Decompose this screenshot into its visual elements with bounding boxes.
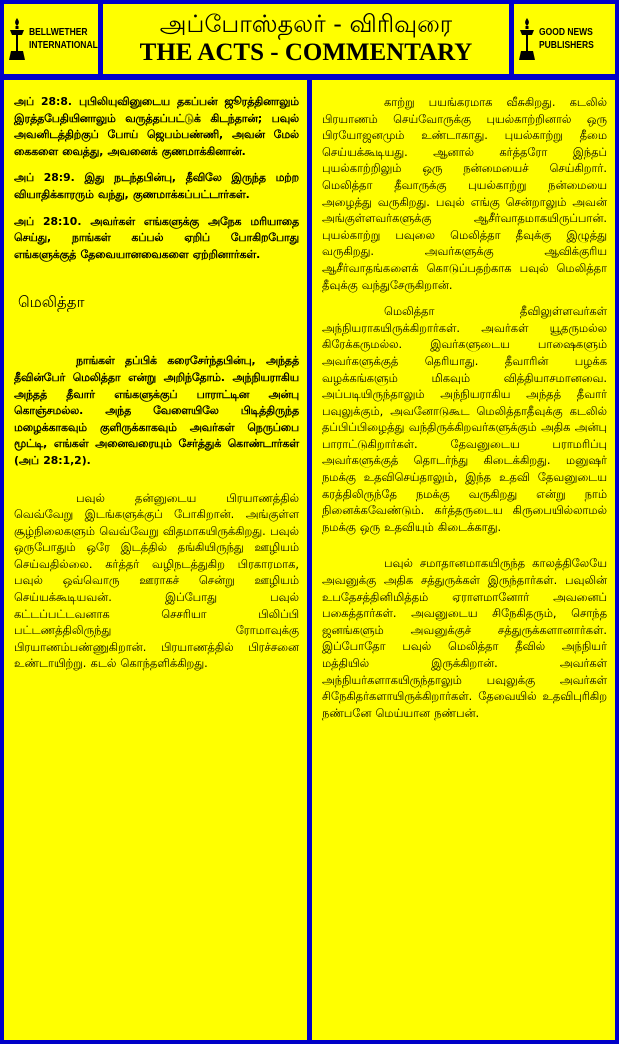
commentary-paragraph: காற்று பயங்கரமாக வீசுகிறது. கடலில் பிரயாணம் செய்வோருக்கு புயல்காற்றினால் ஒரு பிரயோஜனமும் உண்டாகாது. புயல்காற்று தீமை செய்யக்கூடியது. ஆனால் கர்த்தரோ இந்தப் புயல்காற்றிலும் ஒரு நன்மையைச் செய்கிறார். மெலித்தா தீவாருக்கு புயல்காற்று நன்மையை அழைத்து வருகிறது. பவுல் எங்கு சென்றாலும் அவன் அங்குள்ளவர்களுக்கு ஆசீர்வாதமாகயிருப்பான். புயல்காற்று பவுலை மெலித்தா தீவுக்கு இழுத்து வருகிறது. அவர்களுக்கு ஆவிக்குரிய ஆசீர்வாதங்களைக் கொடுப்பதற்காக பவுல் மெலித்தா தீவுக்கு வந்துசேருகிறான்.: [322, 95, 607, 292]
left-column: [4, 80, 307, 1040]
title-english: THE ACTS - COMMENTARY: [139, 39, 473, 66]
scripture-quote: நாங்கள் தப்பிக் கரைசேர்ந்தபின்பு, அந்தத் தீவின்பேர் மெலித்தா என்று அறிந்தோம். அந்நியராகிய அந்தத் தீவார் எங்களுக்குப் பாராட்டின அன்பு கொஞ்சமல்ல. அந்த வேளையிலே பிடித்திருந்த மழைக்காகவும் குளிருக்காகவும் அவர்கள் நெருப்பை மூட்டி, எங்கள் அனைவரையும் சேர்த்துக் கொண்டார்கள் (அப் 28:1,2).: [14, 354, 299, 467]
logo-line-2: INTERNATIONAL: [29, 40, 98, 51]
commentary-paragraph: மெலித்தா தீவிலுள்ளவர்கள் அந்நியராகயிருக்கிறார்கள். அவர்கள் யூதருமல்ல கிரேக்கருமல்ல. இவர்களுடைய பாஷைகளும் அவர்களுக்குத் தெரியாது. தீவாரின் பழக்க வழக்கங்களும் மிகவும் வித்தியாசமானவை. அப்படியிருந்தாலும் அந்நியராகிய அந்தத் தீவார் பவுலுக்கும், அவனோடுகூட மெலித்தாதீவுக்கு கடலில் தப்பிப்பிழைத்து வந்திருக்கிறவர்களுக்கும் அதிக அன்பு பாராட்டுகிறார்கள். தேவனுடைய பராமரிப்பு அவர்களுக்குத் தொடர்ந்து கிடைக்கிறது. மனுஷர் நமக்கு உதவிசெய்தாலும், இந்த உதவி தேவனுடைய கரத்திலிருந்தே நமக்கு வருகிறது என்று நாம் நினைக்கவேண்டும். கர்த்தருடைய கிருபையில்லாமல் நமக்கு ஒரு உதவியும் கிடைக்காது.: [322, 304, 607, 534]
good-news-logo: [514, 4, 615, 74]
commentary-paragraph: பவுல் சமாதானமாகயிருந்த காலத்திலேயே அவனுக்கு அதிக சத்துருக்கள் இருந்தார்கள். பவுலின் உபதேசத்தினிமித்தம் ஏராளமானோர் அவனைப் பகைத்தார்கள். அவனுடைய சிநேகிதரும், சொந்த ஜனங்களும் அவனுக்குச் சத்துருக்களானார்கள். இப்போதோ பவுல் மெலித்தா தீவில் அந்நியர் மத்தியில் இருக்கிறான். அவர்கள் அந்நியர்களாகயிருந்தாலும் பவுலுக்கு அவர்கள் சிநேகிதர்களாயிருக்கிறார்கள். தேவையில் உதவிபுரிகிற நண்பனே மெய்யான நண்பன்.: [322, 556, 607, 720]
title-box: [103, 4, 509, 74]
verse-28-8: அப் 28:8. புபிலியுவினுடைய தகப்பன் ஜூரத்தினாலும் இரத்தபேதியினாலும் வருத்தப்பட்டுக் கிடந்தான்; பவுல் அவனிடத்திற்குப் போய் ஜெபம்பண்ணி, அவன் மேல் கைகளை வைத்து, அவனைக் குணமாக்கினான்.: [14, 95, 299, 158]
title-tamil: அப்போஸ்தலர் - விரிவுரை: [159, 10, 453, 38]
logo-line-2: PUBLISHERS: [539, 40, 594, 51]
bellwether-logo: [4, 4, 98, 74]
verse-28-10: அப் 28:10. அவர்கள் எங்களுக்கு அநேக மரியாதை செய்து, நாங்கள் கப்பல் ஏறிப் போகிறபோது எங்களுக்குத் தேவையானவைகளை ஏற்றினார்கள்.: [14, 214, 299, 261]
verse-28-9: அப் 28:9. இது நடந்தபின்பு, தீவிலே இருந்த மற்ற வியாதிக்காரரும் வந்து, குணமாக்கப்பட்டார்கள்.: [14, 171, 299, 201]
section-heading: மெலித்தா: [18, 293, 85, 312]
right-column: [312, 80, 615, 1040]
commentary-paragraph: பவுல் தன்னுடைய பிரயாணத்தில் வெவ்வேறு இடங்களுக்குப் போகிறான். அங்குள்ள சூழ்நிலைகளும் வெவ்வேறு விதமாகயிருக்கிறது. பவுல் ஒருபோதும் ஒரே இடத்தில் தங்கியிருந்து ஊழியம் செய்வதில்லை. கர்த்தர் வழிநடத்துகிற பிரகாரமாக, பவுல் ஒவ்வொரு ஊராகச் சென்று ஊழியம் செய்யக்கூடியவன். இப்போது பவுல் கட்டப்பட்டவனாக செசரியா பிலிப்பி பட்டணத்திலிருந்து ரோமாவுக்கு பிரயாணம்பண்ணுகிறான். பிரயாணத்தில் பிரச்சனை உண்டாயிற்று. கடல் கொந்தளிக்கிறது.: [14, 490, 299, 671]
lamp-icon: [8, 17, 26, 61]
lamp-icon: [518, 17, 536, 61]
logo-line-1: GOOD NEWS: [539, 27, 593, 38]
logo-line-1: BELLWETHER: [29, 27, 88, 38]
